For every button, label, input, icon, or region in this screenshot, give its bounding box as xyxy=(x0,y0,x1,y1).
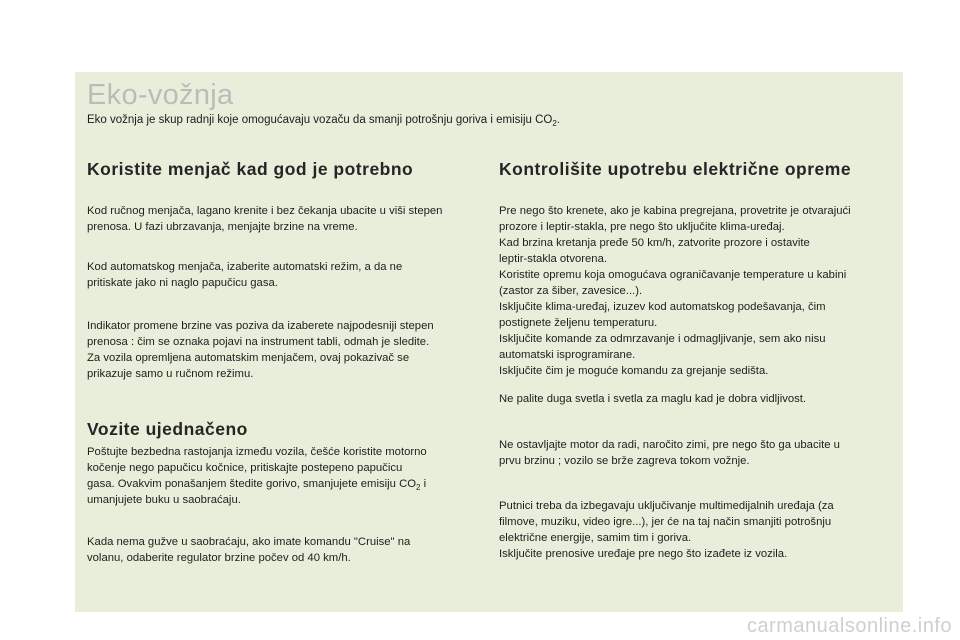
watermark: carmanualsonline.info xyxy=(746,615,952,637)
paragraph-multimedia: Putnici treba da izbegavaju uključivanje multimedijalnih uređaja (za filmove, muziku, video igre...), jer će na taj način smanjiti potrošnju električne energije, samim tim i goriva. Isključite prenosive uređaje pre nego što izađete iz vozila. xyxy=(499,500,834,560)
paragraph-ventilation-climate: Pre nego što krenete, ako je kabina pregrejana, provetrite je otvarajući prozore i leptir-stakla, pre nego što uključite klima-uređaj. Kad brzina kretanja pređe 50 km/h, zatvorite prozore i ostavite leptir-stakla otvorena. Koristite opremu koja omogućava ograničavanje temperature u kabini (zastor za šiber, zavesice...). Isključite klima-uređaj, izuzev kod automatskog podešavanja, čim postignete željenu temperaturu. Isključite komande za odmrzavanje i odmagljivanje, sem ako nisu automatski isprogramirane. Isključite čim je moguće komandu za grejanje sedišta. xyxy=(499,205,851,377)
paragraph-headlights: Ne palite duga svetla i svetla za maglu kad je dobra vidljivost. xyxy=(499,393,807,405)
heading-gearbox: Koristite menjač kad god je potrebno xyxy=(87,159,414,179)
paragraph-automatic-gearbox: Kod automatskog menjača, izaberite automatski režim, a da ne pritiskate jako ni naglo papučicu gasa. xyxy=(87,261,403,289)
page-title: Eko-vožnja xyxy=(87,79,234,111)
paragraph-cruise-control: Kada nema gužve u saobraćaju, ako imate komandu "Cruise" na volanu, odaberite regulator brzine počev od 40 km/h. xyxy=(87,536,411,564)
paragraph-engine-idle: Ne ostavljajte motor da radi, naročito zimi, pre nego što ga ubacite u prvu brzinu ; vozilo se brže zagreva tokom vožnje. xyxy=(499,439,840,467)
heading-drive-smoothly: Vozite ujednačeno xyxy=(87,419,248,439)
heading-electrical-equipment: Kontrolišite upotrebu električne opreme xyxy=(499,159,852,179)
intro-text: Eko vožnja je skup radnji koje omogućavaju vozaču da smanji potrošnju goriva i emisiju $CO_2$. xyxy=(87,114,560,128)
paragraph-gear-indicator: Indikator promene brzine vas poziva da izaberete najpodesniji stepen prenosa : čim se oznaka pojavi na instrument tabli, odmah je sledite. Za vozila opremljena automatskim menjačem, ovaj pokazivač se prikazuje samo u ručnom režimu. xyxy=(87,320,434,380)
paragraph-manual-gearbox: Kod ručnog menjača, lagano krenite i bez čekanja ubacite u viši stepen prenosa. U fazi ubrzavanja, menjajte brzine na vreme. xyxy=(87,205,443,233)
paragraph-safe-distance: Poštujte bezbedna rastojanja između vozila, češće koristite motorno kočenje nego papučicu kočnice, pritiskajte postepeno papučicu gasa. Ovakvim ponašanjem štedite gorivo, smanjujete emisiju $CO_2$ i umanjujete buku u saobraćaju. xyxy=(87,446,427,506)
